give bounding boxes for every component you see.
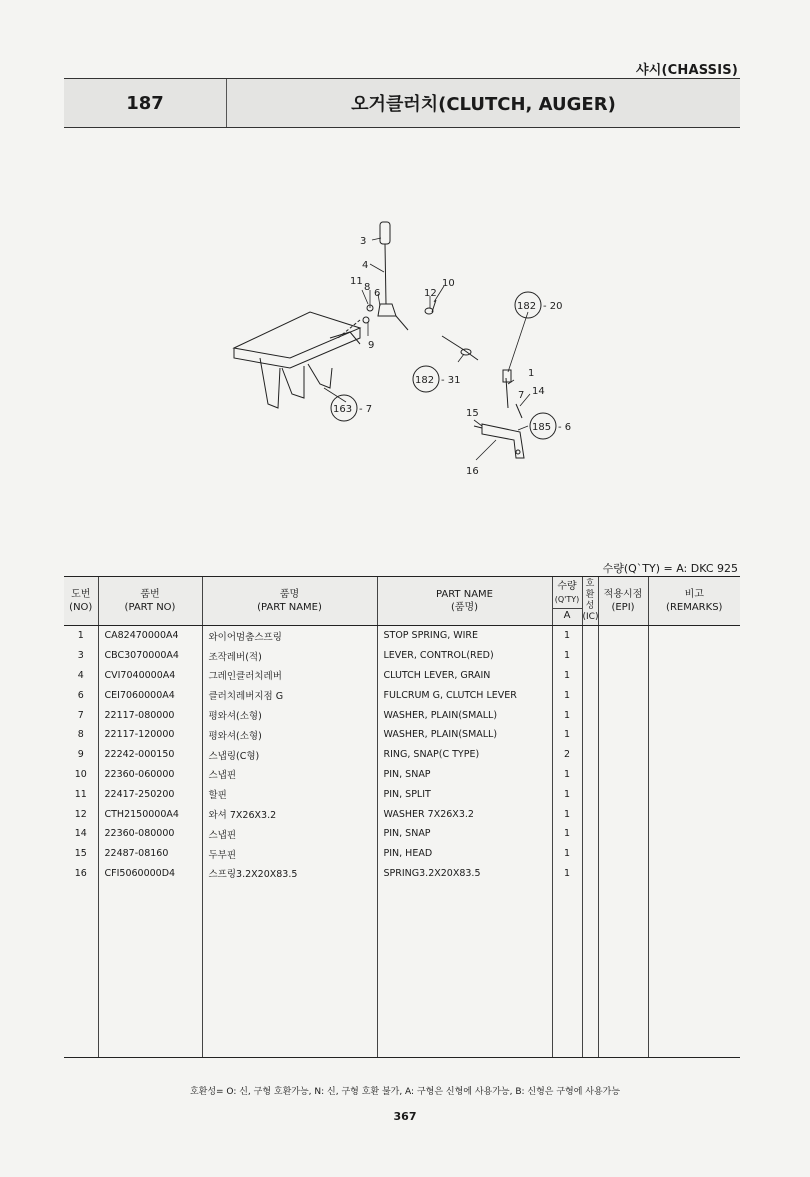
row-no: 11 [74, 788, 87, 800]
row-remarks [648, 784, 740, 804]
row-part-no: 22360-060000 [98, 765, 202, 785]
row-qty: 1 [552, 765, 582, 785]
empty-cell [552, 1027, 582, 1058]
empty-row [64, 919, 740, 955]
row-name-ko: 스냅핀 [202, 824, 377, 844]
row-qty: 1 [552, 864, 582, 884]
empty-row [64, 1027, 740, 1058]
ref-callout-185-6 [530, 413, 571, 439]
empty-cell [64, 919, 98, 955]
row-qty: 1 [552, 844, 582, 864]
row-no: 8 [77, 729, 84, 741]
qty-note: 수량(Q`TY) = A: DKC 925 [602, 562, 738, 575]
empty-cell [202, 991, 377, 1027]
row-no: 3 [77, 650, 84, 662]
row-epi [598, 824, 648, 844]
row-name-en: WASHER, PLAIN(SMALL) [377, 725, 552, 745]
empty-cell [648, 955, 740, 991]
row-name-ko: 스냅핀 [202, 765, 377, 785]
callout-6: 6 [374, 288, 381, 299]
row-part-no: 22117-080000 [98, 705, 202, 725]
empty-cell [648, 883, 740, 919]
parts-table [64, 576, 740, 1058]
table-row [64, 864, 740, 884]
compatibility-legend: 호환성= O: 신, 구형 호환가능, N: 신, 구형 호환 불가, A: 구형은 신형에 사용가능, B: 신형은 구형에 사용가능 [189, 1087, 621, 1097]
empty-cell [98, 1027, 202, 1058]
col-qty: 수량 (Q'TY) A [552, 577, 582, 626]
row-no: 6 [77, 689, 84, 701]
title-bar [64, 78, 740, 128]
row-qty: 1 [552, 705, 582, 725]
row-epi [598, 864, 648, 884]
row-name-ko: 스프링3.2X20X83.5 [202, 864, 377, 884]
row-ic [582, 844, 598, 864]
empty-row [64, 955, 740, 991]
ref-185-suffix: - 6 [558, 422, 572, 433]
row-no: 14 [74, 828, 87, 840]
empty-cell [98, 883, 202, 919]
empty-cell [377, 1027, 552, 1058]
figure-number: 187 [64, 79, 227, 127]
row-no: 7 [77, 709, 84, 721]
row-remarks [648, 804, 740, 824]
empty-cell [648, 991, 740, 1027]
col-part-name-en: PART NAME (품명) [377, 577, 552, 626]
callout-10: 10 [442, 278, 455, 289]
clutch-fulcrum-part [474, 370, 524, 458]
row-name-en: RING, SNAP(C TYPE) [377, 745, 552, 765]
callout-14: 14 [532, 386, 545, 397]
table-header-row [64, 577, 740, 626]
empty-cell [598, 919, 648, 955]
empty-cell [598, 883, 648, 919]
row-name-en: PIN, HEAD [377, 844, 552, 864]
ref-callout-163-7 [331, 395, 372, 421]
row-remarks [648, 745, 740, 765]
row-name-ko: 그레인클러치레버 [202, 666, 377, 686]
row-name-en: FULCRUM G, CLUTCH LEVER [377, 685, 552, 705]
row-name-en: STOP SPRING, WIRE [377, 626, 552, 646]
ref-182-suffix: - 20 [543, 301, 563, 312]
row-no: 1 [77, 630, 84, 642]
table-row [64, 765, 740, 785]
row-part-no: CBC3070000A4 [98, 646, 202, 666]
frame-part [234, 312, 360, 408]
empty-cell [552, 883, 582, 919]
row-remarks [648, 725, 740, 745]
row-qty: 1 [552, 626, 582, 646]
row-part-no: 22360-080000 [98, 824, 202, 844]
table-row [64, 745, 740, 765]
callout-16: 16 [466, 466, 479, 477]
callout-8: 8 [364, 282, 371, 293]
col-part-no: 품번 (PART NO) [98, 577, 202, 626]
ref-callout-182-31 [413, 366, 461, 392]
callout-7: 7 [518, 390, 525, 401]
ref-185-label: 185 [532, 422, 552, 433]
empty-cell [64, 883, 98, 919]
row-part-no: 22242-000150 [98, 745, 202, 765]
table-row [64, 804, 740, 824]
empty-cell [552, 991, 582, 1027]
col-ic: 호 환 성 (IC) [582, 577, 598, 626]
row-no: 12 [74, 808, 87, 820]
row-name-ko: 스냅링(C형) [202, 745, 377, 765]
empty-cell [648, 919, 740, 955]
empty-cell [598, 955, 648, 991]
row-epi [598, 765, 648, 785]
row-ic [582, 705, 598, 725]
row-remarks [648, 844, 740, 864]
row-name-ko: 와이어멈춤스프링 [202, 626, 377, 646]
row-name-en: PIN, SNAP [377, 765, 552, 785]
row-qty: 1 [552, 824, 582, 844]
row-part-no: 22117-120000 [98, 725, 202, 745]
row-ic [582, 784, 598, 804]
row-remarks [648, 705, 740, 725]
ref-182b-suffix: - 31 [441, 375, 461, 386]
ref-callout-182-20 [515, 292, 563, 318]
table-row [64, 685, 740, 705]
col-remarks: 비고 (REMARKS) [648, 577, 740, 626]
page-title: 오거클러치(CLUTCH, AUGER) [351, 94, 616, 115]
empty-cell [98, 955, 202, 991]
exploded-parts-diagram [220, 208, 600, 488]
empty-cell [64, 1027, 98, 1058]
row-name-en: PIN, SNAP [377, 824, 552, 844]
row-epi [598, 725, 648, 745]
col-part-name-ko: 품명 (PART NAME) [202, 577, 377, 626]
ref-182-label: 182 [517, 301, 537, 312]
row-epi [598, 626, 648, 646]
ref-163-label: 163 [333, 404, 353, 415]
row-no: 10 [74, 768, 87, 780]
row-ic [582, 864, 598, 884]
row-epi [598, 705, 648, 725]
row-no: 15 [74, 848, 87, 860]
empty-cell [202, 883, 377, 919]
row-ic [582, 725, 598, 745]
empty-row [64, 991, 740, 1027]
row-part-no: CA82470000A4 [98, 626, 202, 646]
callout-12: 12 [424, 288, 437, 299]
callout-11: 11 [350, 276, 363, 287]
row-ic [582, 666, 598, 686]
section-label: 샤시(CHASSIS) [635, 63, 738, 78]
row-part-no: CEI7060000A4 [98, 685, 202, 705]
row-no: 9 [77, 749, 84, 761]
empty-cell [202, 955, 377, 991]
row-part-no: 22417-250200 [98, 784, 202, 804]
row-remarks [648, 824, 740, 844]
row-qty: 1 [552, 784, 582, 804]
row-name-ko: 클러치레버지점 G [202, 685, 377, 705]
empty-cell [598, 991, 648, 1027]
empty-cell [202, 919, 377, 955]
row-name-en: WASHER, PLAIN(SMALL) [377, 705, 552, 725]
empty-cell [377, 883, 552, 919]
empty-cell [98, 991, 202, 1027]
cable-part [442, 336, 478, 360]
row-part-no: CVI7040000A4 [98, 666, 202, 686]
row-part-no: CFI5060000D4 [98, 864, 202, 884]
row-remarks [648, 685, 740, 705]
empty-cell [582, 991, 598, 1027]
empty-cell [552, 919, 582, 955]
row-qty: 1 [552, 666, 582, 686]
empty-cell [202, 1027, 377, 1058]
row-name-en: PIN, SPLIT [377, 784, 552, 804]
empty-cell [377, 919, 552, 955]
empty-cell [64, 991, 98, 1027]
row-remarks [648, 765, 740, 785]
row-no: 4 [77, 669, 84, 681]
table-row [64, 725, 740, 745]
empty-row [64, 883, 740, 919]
table-row [64, 705, 740, 725]
empty-cell [598, 1027, 648, 1058]
row-qty: 1 [552, 725, 582, 745]
row-qty: 1 [552, 685, 582, 705]
table-row [64, 666, 740, 686]
row-name-en: WASHER 7X26X3.2 [377, 804, 552, 824]
empty-cell [582, 919, 598, 955]
row-name-ko: 평와셔(소형) [202, 705, 377, 725]
empty-cell [552, 955, 582, 991]
row-epi [598, 685, 648, 705]
callout-15: 15 [466, 408, 479, 419]
row-remarks [648, 646, 740, 666]
col-epi: 적용시점 (EPI) [598, 577, 648, 626]
row-no: 16 [74, 867, 87, 879]
table-row [64, 646, 740, 666]
empty-cell [582, 1027, 598, 1058]
table-row [64, 626, 740, 646]
row-ic [582, 824, 598, 844]
empty-cell [582, 955, 598, 991]
row-remarks [648, 864, 740, 884]
row-ic [582, 646, 598, 666]
row-epi [598, 804, 648, 824]
row-name-ko: 평와셔(소형) [202, 725, 377, 745]
row-qty: 2 [552, 745, 582, 765]
row-part-no: 22487-08160 [98, 844, 202, 864]
row-part-no: CTH2150000A4 [98, 804, 202, 824]
ref-182b-label: 182 [415, 375, 435, 386]
row-name-en: LEVER, CONTROL(RED) [377, 646, 552, 666]
empty-cell [377, 955, 552, 991]
row-epi [598, 784, 648, 804]
empty-cell [64, 955, 98, 991]
row-epi [598, 666, 648, 686]
empty-cell [377, 991, 552, 1027]
row-name-ko: 할핀 [202, 784, 377, 804]
callout-4: 4 [362, 260, 369, 271]
row-name-en: CLUTCH LEVER, GRAIN [377, 666, 552, 686]
row-remarks [648, 666, 740, 686]
row-name-ko: 조작레버(적) [202, 646, 377, 666]
row-qty: 1 [552, 646, 582, 666]
table-row [64, 844, 740, 864]
row-ic [582, 626, 598, 646]
row-name-ko: 와셔 7X26X3.2 [202, 804, 377, 824]
row-ic [582, 765, 598, 785]
callout-1: 1 [528, 368, 535, 379]
row-ic [582, 745, 598, 765]
empty-cell [582, 883, 598, 919]
row-name-ko: 두부핀 [202, 844, 377, 864]
row-ic [582, 804, 598, 824]
row-remarks [648, 626, 740, 646]
ref-163-suffix: - 7 [359, 404, 373, 415]
page-number: 367 [393, 1110, 417, 1123]
row-qty: 1 [552, 804, 582, 824]
callout-3: 3 [360, 236, 367, 247]
row-epi [598, 745, 648, 765]
row-epi [598, 646, 648, 666]
table-row [64, 824, 740, 844]
row-name-en: SPRING3.2X20X83.5 [377, 864, 552, 884]
table-row [64, 784, 740, 804]
col-no: 도번 (NO) [64, 577, 98, 626]
callout-9: 9 [368, 340, 375, 351]
row-epi [598, 844, 648, 864]
row-ic [582, 685, 598, 705]
empty-cell [98, 919, 202, 955]
empty-cell [648, 1027, 740, 1058]
